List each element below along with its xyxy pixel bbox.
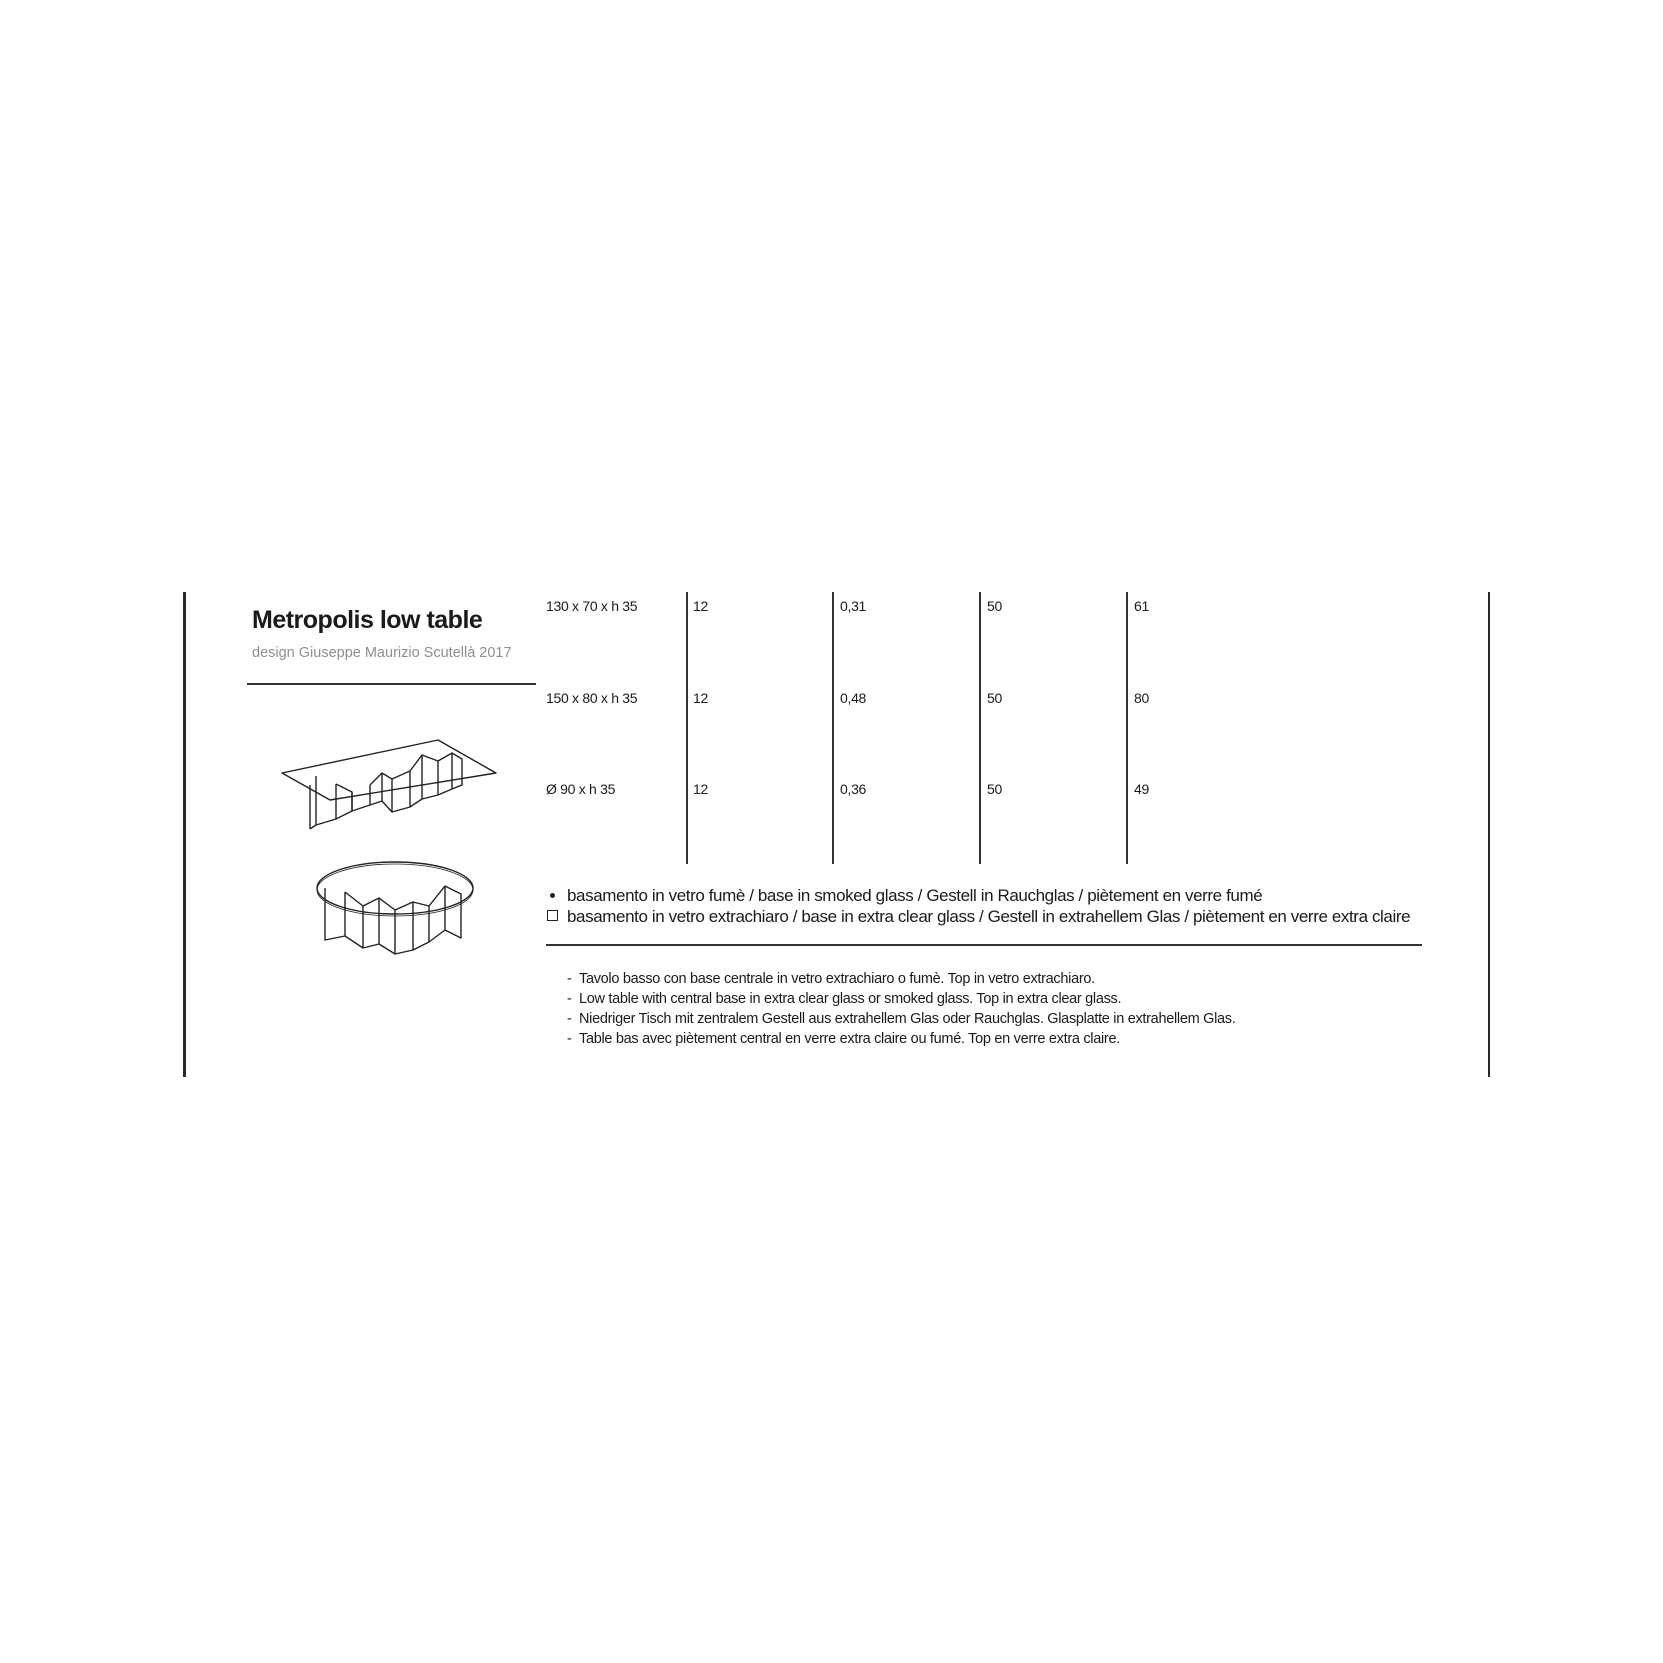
table-cell: 49 — [1134, 781, 1149, 797]
column-divider-3 — [979, 592, 981, 864]
table-cell: 0,36 — [840, 781, 867, 797]
table-cell: 12 — [693, 690, 708, 706]
table-cell: 12 — [693, 781, 708, 797]
description-line: - Tavolo basso con base centrale in vetro extrachiaro o fumè. Top in vetro extrachiaro. — [567, 971, 1095, 987]
empty-square-icon — [545, 907, 559, 927]
table-cell: 0,48 — [840, 690, 867, 706]
legend-extra-clear-text: basamento in vetro extrachiaro / base in extra clear glass / Gestell in extrahellem Glas / piètement en verre extra claire — [567, 907, 1411, 926]
frame-left-border — [183, 592, 186, 1077]
column-divider-1 — [686, 592, 688, 864]
round-table-drawing-icon — [315, 858, 475, 958]
table-cell: 50 — [987, 690, 1002, 706]
table-cell: 61 — [1134, 598, 1149, 614]
table-cell: 80 — [1134, 690, 1149, 706]
frame-right-border — [1488, 592, 1490, 1077]
column-divider-4 — [1126, 592, 1128, 864]
table-cell-size: Ø 90 x h 35 — [546, 781, 616, 797]
table-cell: 50 — [987, 781, 1002, 797]
designer-credit: design Giuseppe Maurizio Scutellà 2017 — [252, 645, 512, 661]
table-cell: 12 — [693, 598, 708, 614]
table-cell-size: 130 x 70 x h 35 — [546, 598, 638, 614]
legend-extra-clear — [545, 907, 1410, 927]
legend-smoked — [545, 886, 1262, 906]
rectangular-table-drawing-icon — [280, 735, 510, 835]
legend-smoked-text: basamento in vetro fumè / base in smoked glass / Gestell in Rauchglas / piètement en verre fumé — [567, 886, 1263, 905]
description-line: - Table bas avec piètement central en verre extra claire ou fumé. Top en verre extra claire. — [567, 1031, 1120, 1047]
legend-divider — [546, 944, 1422, 946]
table-cell-size: 150 x 80 x h 35 — [546, 690, 638, 706]
product-title: Metropolis low table — [252, 606, 483, 634]
description-line: - Low table with central base in extra clear glass or smoked glass. Top in extra clear glass. — [567, 991, 1122, 1007]
table-cell: 0,31 — [840, 598, 867, 614]
table-cell: 50 — [987, 598, 1002, 614]
title-divider — [247, 683, 536, 685]
description-line: - Niedriger Tisch mit zentralem Gestell aus extrahellem Glas oder Rauchglas. Glasplatte in extrahellem Glas. — [567, 1011, 1236, 1027]
column-divider-2 — [832, 592, 834, 864]
filled-dot-icon — [545, 886, 559, 906]
